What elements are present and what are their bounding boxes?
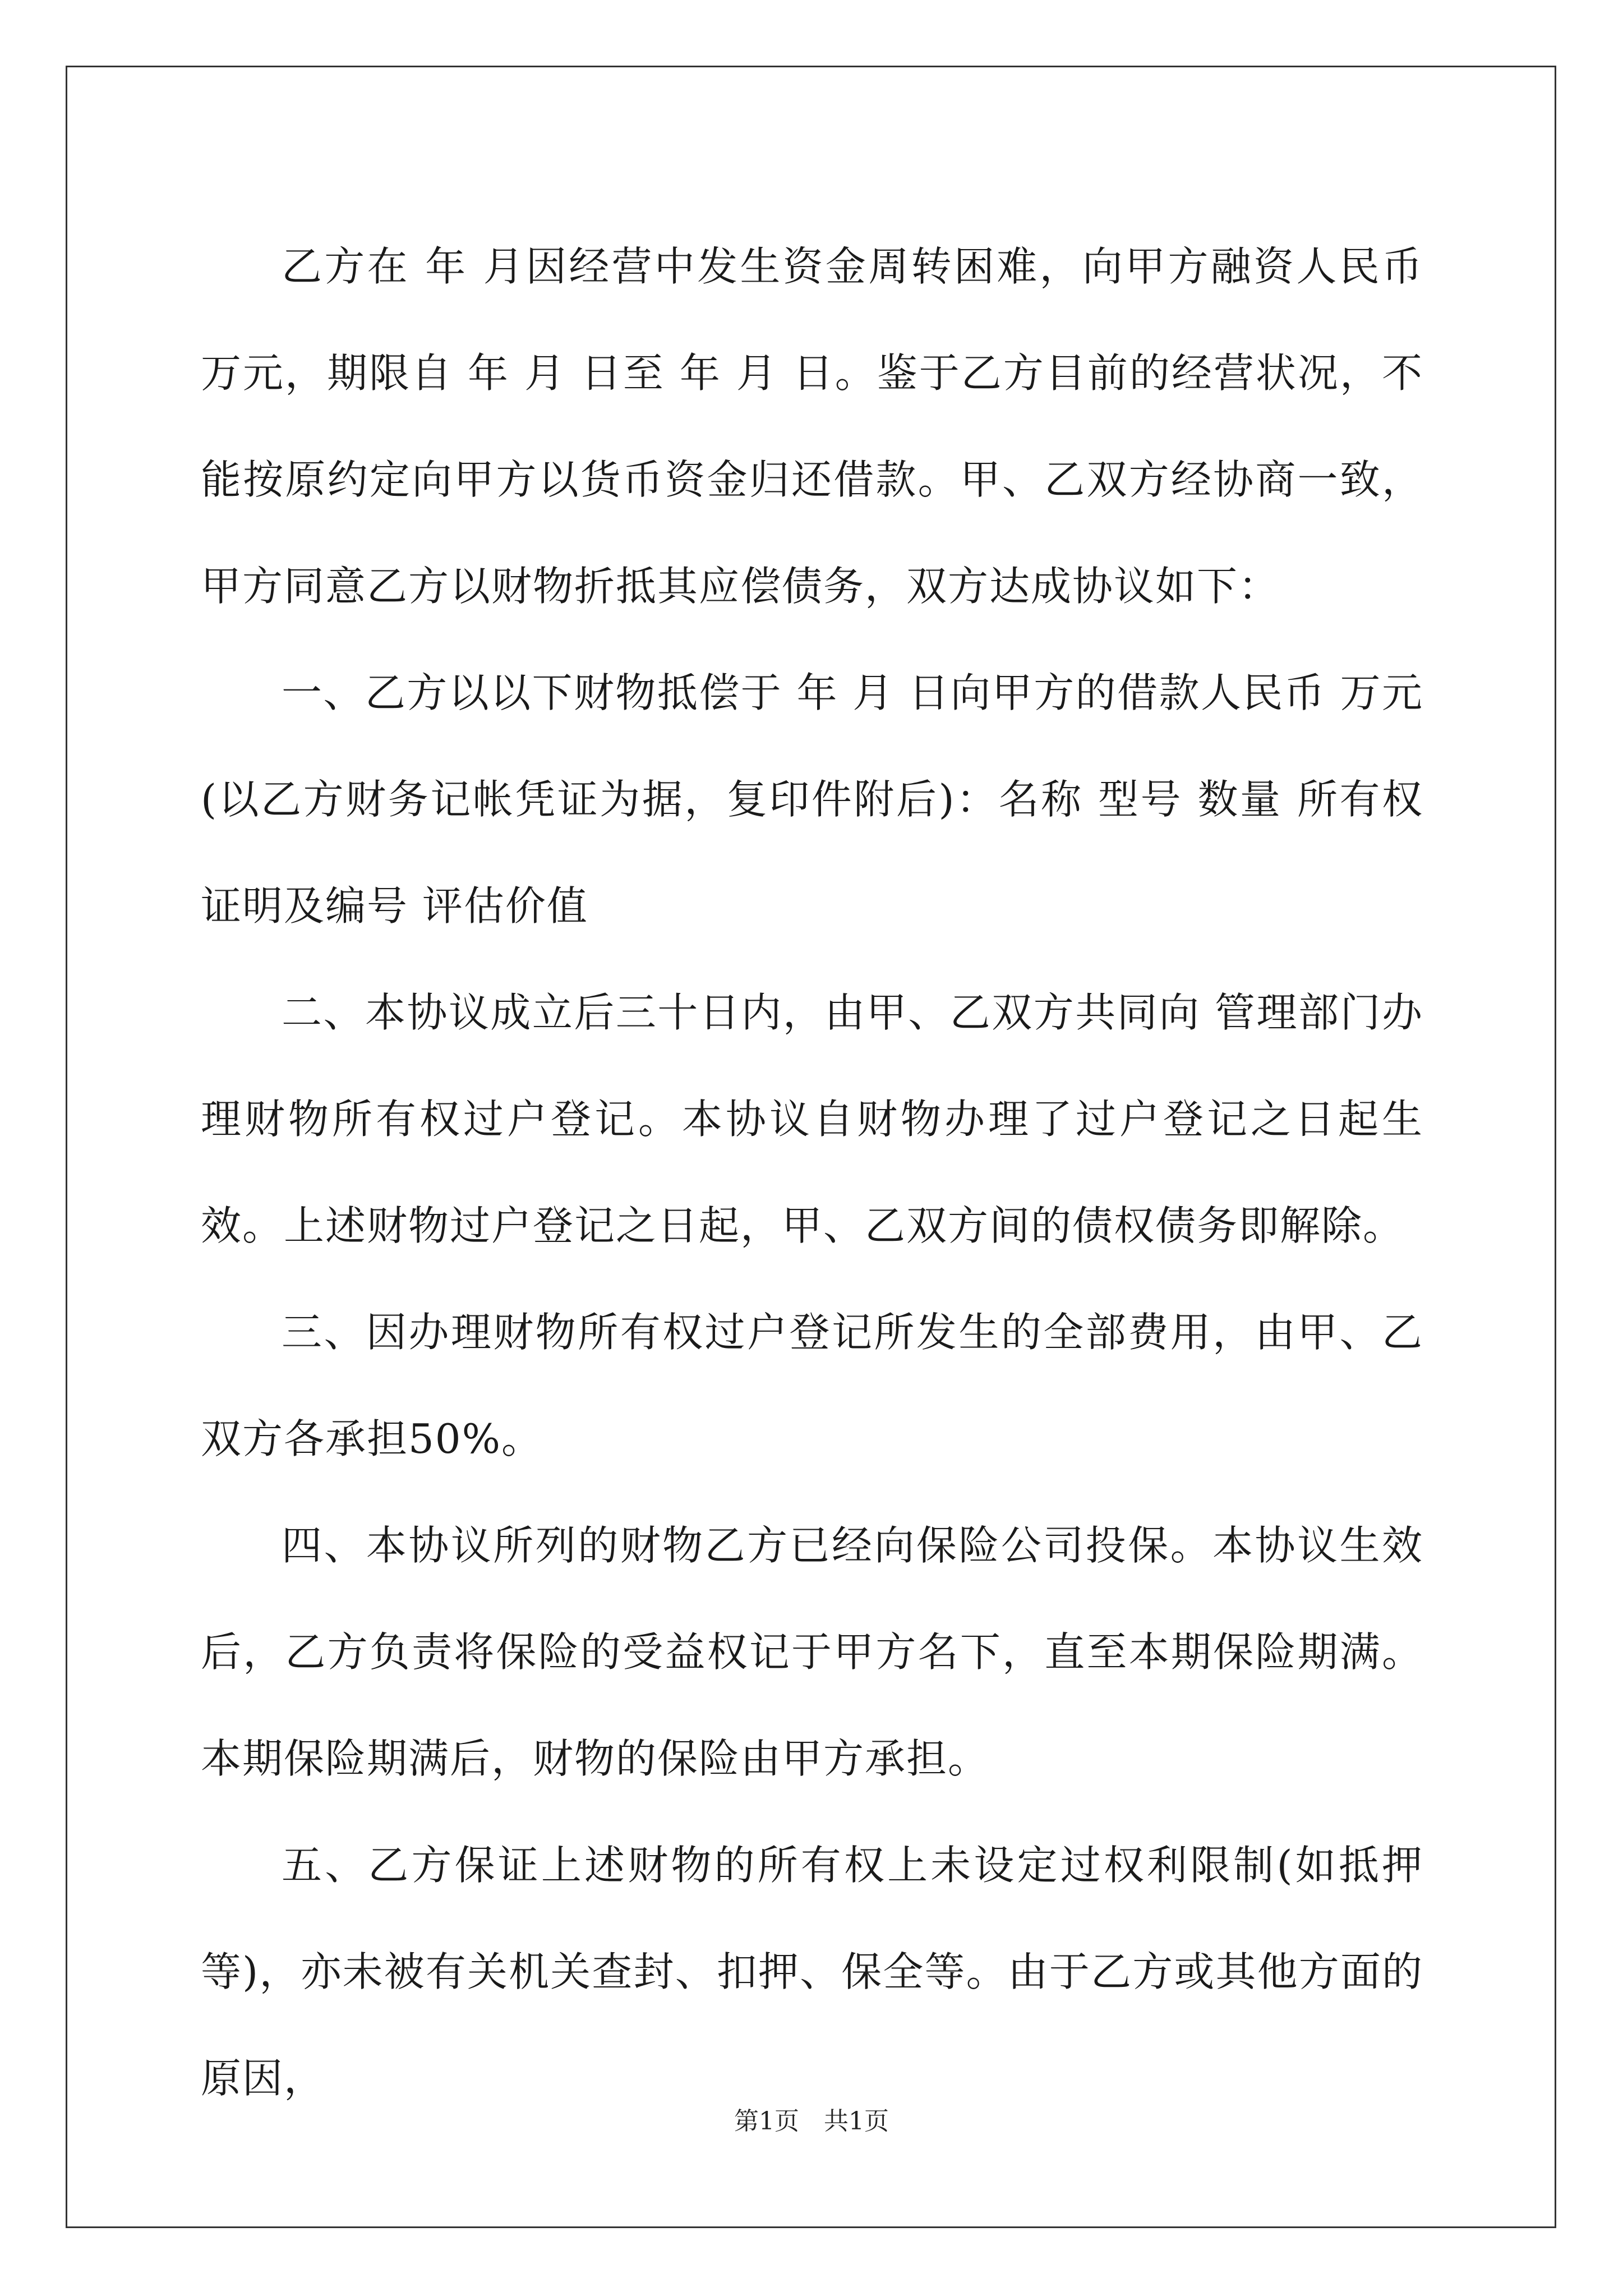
paragraph-intro: 乙方在 年 月因经营中发生资金周转困难，向甲方融资人民币 万元，期限自 年 月 日至 年 月 日。鉴于乙方目前的经营状况，不能按原约定向甲方以货币资金归还借款。甲、乙双方经协商一致，甲方同意乙方以财物折抵其应偿债务，双方达成协议如下： xyxy=(201,243,1423,610)
paragraph-clause-3: 三、因办理财物所有权过户登记所发生的全部费用，由甲、乙双方各承担50%。 xyxy=(201,1309,1423,1462)
paragraph-clause-1: 一、乙方以以下财物抵偿于 年 月 日向甲方的借款人民币 万元(以乙方财务记帐凭证为据，复印件附后)：名称 型号 数量 所有权证明及编号 评估价值 xyxy=(201,669,1423,930)
paragraph-clause-5: 五、乙方保证上述财物的所有权上未设定过权利限制(如抵押等)，亦未被有关机关查封、扣押、保全等。由于乙方或其他方面的原因， xyxy=(201,1842,1423,2102)
page-number-footer: 第1页 共1页 xyxy=(734,2107,889,2136)
paragraph-clause-2: 二、本协议成立后三十日内，由甲、乙双方共同向 管理部门办理财物所有权过户登记。本协议自财物办理了过户登记之日起生效。上述财物过户登记之日起，甲、乙双方间的债权债务即解除。 xyxy=(201,989,1423,1249)
document-body xyxy=(201,213,1423,2132)
paragraph-clause-4: 四、本协议所列的财物乙方已经向保险公司投保。本协议生效后，乙方负责将保险的受益权记于甲方名下，直至本期保险期满。本期保险期满后，财物的保险由甲方承担。 xyxy=(201,1522,1423,1782)
